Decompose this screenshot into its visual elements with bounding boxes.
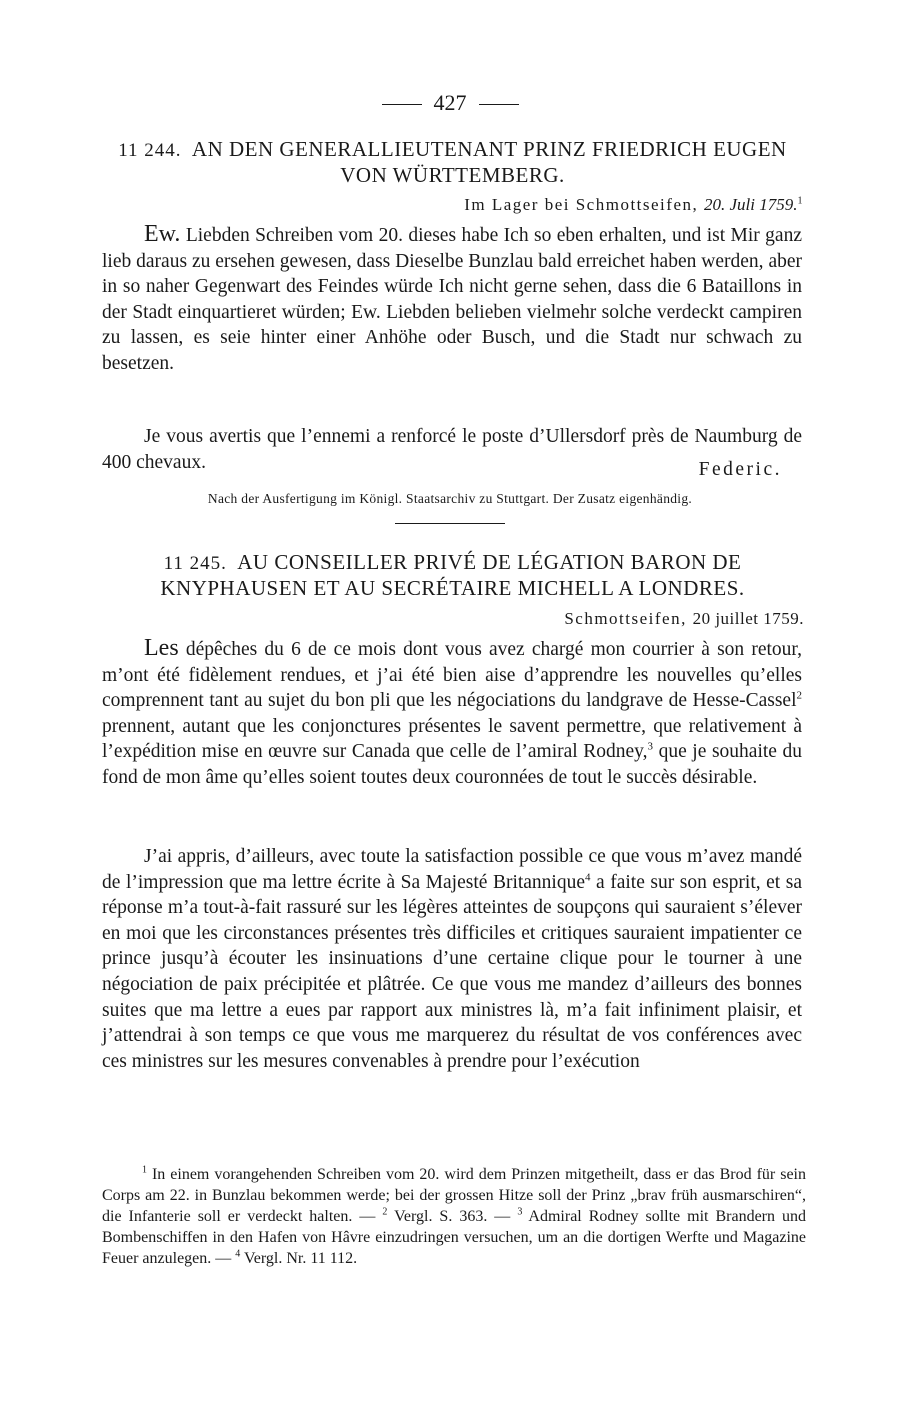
footnote-4-text: Vergl. Nr. 11 112. <box>240 1250 358 1267</box>
letter1-signature: Federic. <box>698 459 782 480</box>
letter2-dropcap: Les <box>144 635 179 661</box>
letter2-paragraph-2 <box>102 844 802 1074</box>
letter2-date: 20 juillet 1759. <box>692 609 804 628</box>
footnotes-paragraph <box>102 1164 806 1269</box>
page-number <box>0 90 900 116</box>
letter2-heading-text: AU CONSEILLER PRIVÉ DE LÉGATION BARON DE KNYPHAUSEN ET AU SECRÉTAIRE MICHELL A LONDRES. <box>160 550 745 600</box>
letter-separator <box>395 523 505 524</box>
footnote-2-text: Vergl. S. 363. — <box>387 1208 518 1225</box>
letter2-paragraph-1-part2: prennent, autant que les conjonctures présentes le savent permettre, que relativement à l’expédition mise en œuvre sur Canada que celle de l’amiral Rodney, <box>102 715 802 763</box>
letter2-place: Schmottseifen, <box>564 609 687 628</box>
letter1-dropcap: Ew. <box>144 221 181 247</box>
letter1-date: 20. Juli 1759. <box>704 195 798 214</box>
page-number-dash-right <box>479 104 519 105</box>
footnote-3-mark: 3 <box>517 1206 523 1218</box>
letter2-paragraph-2-part2: a faite sur son esprit, et sa réponse m’a tout-à-fait rassuré sur les légères atteintes de soupçons qui sauraient s’élever en moi que les circonstances présentes très difficiles et critiques sauraient impatienter ce prince jusqu’à écouter les insinuations d’une certaine clique pour le tourner à une négociation de paix précipitée et plâtrée. Ce que vous me mandez d’ailleurs des bonnes suites que ma lettre a eues par rapport aux ministres là, m’a fait infiniment plaisir, et j’attendrai à son temps ce que vous me marquerez du résultat de vos conférences avec ces ministres sur les mesures convenables à prendre pour l’exécution <box>102 871 803 1072</box>
letter2-dateline <box>564 609 804 629</box>
footnote-1-text: In einem vorangehenden Schreiben vom 20. wird dem Prinzen mitgetheilt, dass er das Brod für sein Corps am 22. in Bunzlau bekommen werde; bei der grossen Hitze soll der Prinz „brav früh ausmarschiren“, die Infanterie soll er verdeckt halten. — <box>102 1166 806 1225</box>
letter2-footnote-mark-4: 4 <box>585 871 591 884</box>
footnote-2-mark: 2 <box>382 1206 388 1218</box>
page-number-dash-left <box>382 104 422 105</box>
letter1-paragraph-1 <box>102 222 802 377</box>
footnotes <box>102 1164 806 1269</box>
letter1-paragraph-2 <box>102 424 802 475</box>
letter1-heading <box>100 137 805 188</box>
footnote-3-text: Admiral Rodney sollte mit Brandern und Bombenschiffen in den Hafen von Hâvre einzudringen versuchen, um an die dortigen Werfte und Magazine Feuer anzulegen. — <box>102 1208 806 1267</box>
letter1-paragraph-2-text: Je vous avertis que l’ennemi a renforcé le poste d’Ullersdorf près de Naumburg de 400 chevaux. <box>102 426 802 473</box>
letter2-footnote-mark-3: 3 <box>647 740 654 753</box>
footnote-4-mark: 4 <box>235 1248 241 1260</box>
letter1-dateline <box>464 195 804 215</box>
letter2-footnote-mark-2: 2 <box>796 689 802 702</box>
footnote-1-mark: 1 <box>142 1164 147 1176</box>
letter1-date-footnote-mark: 1 <box>797 195 804 207</box>
letter1-number: 11 244. <box>118 140 182 161</box>
letter2-number: 11 245. <box>163 553 227 574</box>
letter1-source-note: Nach der Ausfertigung im Königl. Staatsarchiv zu Stuttgart. Der Zusatz eigenhändig. <box>207 491 693 506</box>
letter2-paragraph-1 <box>102 636 802 791</box>
letter2-paragraph-2-part1: J’ai appris, d’ailleurs, avec toute la satisfaction possible ce que vous m’avez mandé de l’impression que ma lettre écrite à Sa Majesté Britannique <box>102 846 802 893</box>
letter2-paragraph-1-part1: dépêches du 6 de ce mois dont vous avez chargé mon courrier à son retour, m’ont été fidèlement rendues, et j’ai été bien aise d’apprendre les nouvelles qu’elles comprennent tant au sujet du bon pli que les négociations du landgrave de Hesse-Cassel <box>102 639 802 712</box>
letter2-paragraph-1-part3: que je souhaite du fond de mon âme qu’elles soient toutes deux couronnées de tout le succès désirable. <box>102 741 802 788</box>
letter1-heading-text: AN DEN GENERALLIEUTENANT PRINZ FRIEDRICH EUGEN VON WÜRTTEMBERG. <box>191 137 787 187</box>
letter1-paragraph-1-text: Liebden Schreiben vom 20. dieses habe Ich so eben erhalten, und ist Mir ganz lieb daraus zu ersehen gewesen, dass Dieselbe Bunzlau bald erreichet haben werden, aber in so naher Gegenwart des Feindes würde Ich nicht gerne sehen, dass die 6 Bataillons in der Stadt einquartieret würden; Ew. Liebden belieben vielmehr solche verdeckt campiren zu lassen, es seie hinter einer Anhöhe oder Busch, und die Stadt nur schwach zu besetzen. <box>102 225 802 374</box>
page-number-text: 427 <box>433 90 467 115</box>
letter1-place: Im Lager bei Schmottseifen, <box>464 195 699 214</box>
letter2-heading <box>100 550 805 601</box>
